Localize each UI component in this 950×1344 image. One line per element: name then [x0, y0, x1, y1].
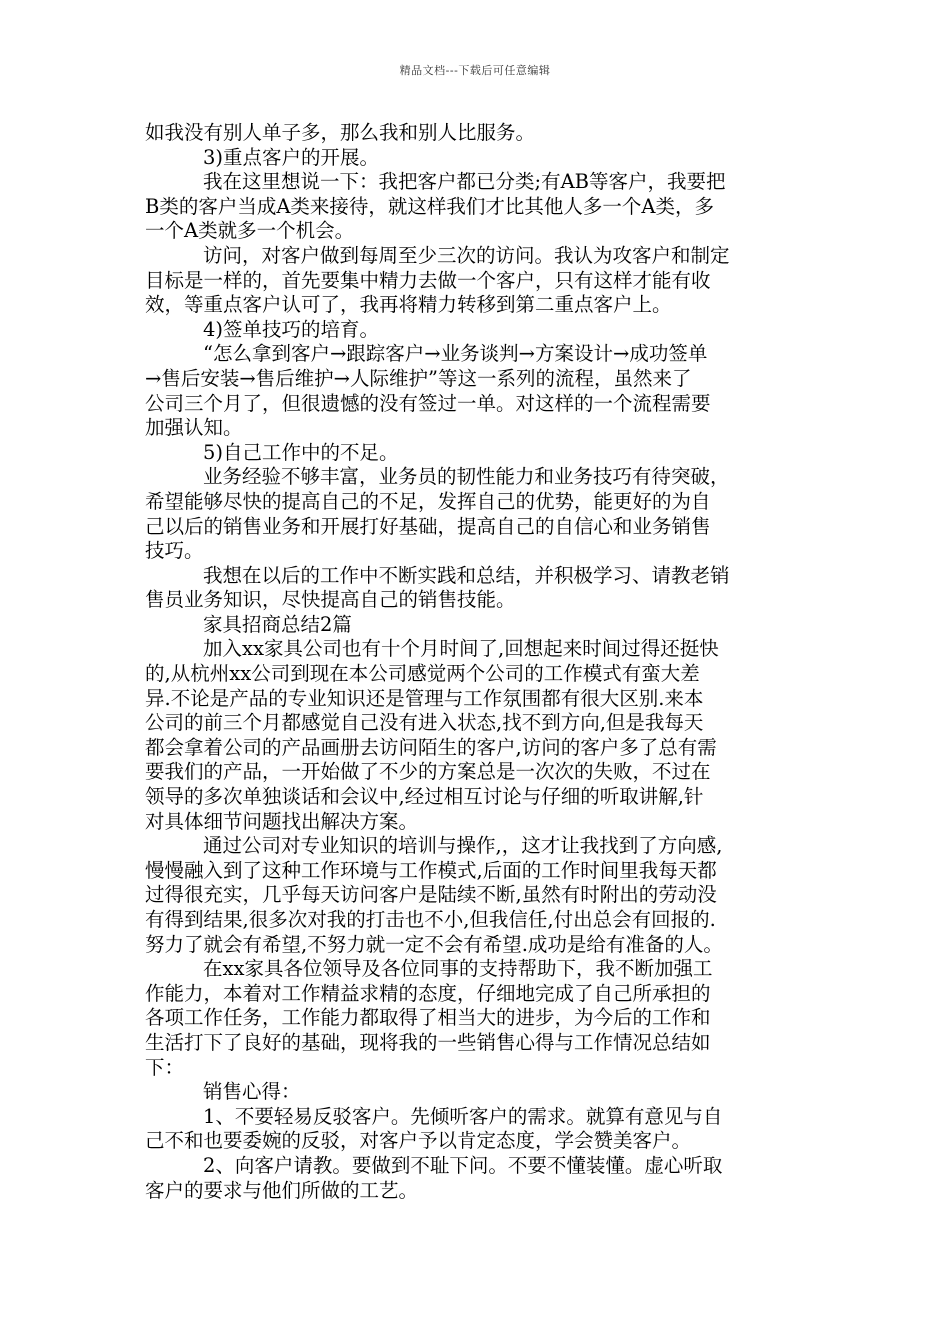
- text-line: 对具体细节问题找出解决方案。: [145, 809, 419, 833]
- text-line: 都会拿着公司的产品画册去访问陌生的客户,访问的客户多了总有需: [145, 735, 717, 759]
- text-line: 有得到结果,很多次对我的打击也不小,但我信任,付出总会有回报的.: [145, 908, 716, 931]
- text-line: 我想在以后的工作中不断实践和总结，并积极学习、请教老销: [203, 563, 730, 587]
- text-line: 下：: [145, 1055, 185, 1079]
- text-line: 业务经验不够丰富，业务员的韧性能力和业务技巧有待突破，: [203, 465, 730, 489]
- page-header: 精品文档---下载后可任意编辑: [399, 64, 551, 77]
- text-line: 慢慢融入到了这种工作环境与工作模式,后面的工作时间里我每天都: [145, 858, 717, 882]
- text-line: 领导的多次单独谈话和会议中,经过相互讨论与仔细的听取讲解,针: [145, 785, 704, 809]
- text-line: 技巧。: [145, 539, 204, 563]
- text-line: 在xx家具各位领导及各位同事的支持帮助下，我不断加强工: [203, 957, 713, 981]
- text-line: →售后安装→售后维护→人际维护”等这一系列的流程，虽然来了: [145, 366, 692, 390]
- text-line: 公司的前三个月都感觉自己没有进入状态,找不到方向,但是我每天: [145, 711, 704, 735]
- text-line: B类的客户当成A类来接待，就这样我们才比其他人多一个A类，多: [145, 194, 714, 218]
- text-line: 异.不论是产品的专业知识还是管理与工作氛围都有很大区别.来本: [145, 686, 704, 710]
- text-line: 各项工作任务，工作能力都取得了相当大的进步，为今后的工作和: [145, 1006, 711, 1030]
- text-line: 加强认知。: [145, 416, 243, 440]
- document-body: [145, 121, 817, 1203]
- text-line: 一个A类就多一个机会。: [145, 219, 355, 243]
- text-line: 生活打下了良好的基础，现将我的一些销售心得与工作情况总结如: [145, 1030, 711, 1054]
- text-line: 目标是一样的，首先要集中精力去做一个客户，只有这样才能有收: [145, 268, 711, 292]
- text-line: 销售心得：: [203, 1080, 301, 1104]
- text-line: 己以后的销售业务和开展打好基础，提高自己的自信心和业务销售: [145, 514, 711, 538]
- text-line: 售员业务知识，尽快提高自己的销售技能。: [145, 588, 516, 612]
- text-line: 2、向客户请教。要做到不耻下问。不要不懂装懂。虚心听取: [203, 1153, 723, 1177]
- text-line: 加入xx家具公司也有十个月时间了,回想起来时间过得还挺快: [203, 637, 719, 661]
- text-line: 客户的要求与他们所做的工艺。: [145, 1178, 419, 1202]
- text-line: 3)重点客户的开展。: [203, 145, 380, 169]
- text-line: 4)签单技巧的培育。: [203, 317, 380, 341]
- text-line: 我在这里想说一下：我把客户都已分类;有AB等客户，我要把: [203, 170, 726, 194]
- text-line: 家具招商总结2篇: [203, 612, 352, 636]
- text-line: 的,从杭州xx公司到现在本公司感觉两个公司的工作模式有蛮大差: [145, 662, 700, 686]
- text-line: 5)自己工作中的不足。: [203, 440, 399, 464]
- text-line: 作能力，本着对工作精益求精的态度，仔细地完成了自己所承担的: [145, 981, 711, 1005]
- text-line: 己不和也要委婉的反驳，对客户予以肯定态度，学会赞美客户。: [145, 1129, 692, 1153]
- text-line: 要我们的产品，一开始做了不少的方案总是一次次的失败，不过在: [145, 760, 711, 784]
- text-line: 如我没有别人单子多，那么我和别人比服务。: [145, 121, 536, 144]
- text-line: 通过公司对专业知识的培训与操作,，这才让我找到了方向感,: [203, 834, 723, 858]
- text-line: 公司三个月了，但很遗憾的没有签过一单。对这样的一个流程需要: [145, 391, 711, 415]
- text-line: “怎么拿到客户→跟踪客户→业务谈判→方案设计→成功签单: [203, 342, 708, 366]
- text-line: 效，等重点客户认可了，我再将精力转移到第二重点客户上。: [145, 293, 672, 317]
- text-line: 1、不要轻易反驳客户。先倾听客户的需求。就算有意见与自: [203, 1104, 723, 1128]
- text-line: 访问，对客户做到每周至少三次的访问。我认为攻客户和制定: [203, 243, 730, 267]
- text-line: 希望能够尽快的提高自己的不足，发挥自己的优势，能更好的为自: [145, 489, 711, 513]
- text-line: 努力了就会有希望,不努力就一定不会有希望.成功是给有准备的人。: [145, 932, 723, 956]
- text-line: 过得很充实，几乎每天访问客户是陆续不断,虽然有时附出的劳动没: [145, 883, 717, 907]
